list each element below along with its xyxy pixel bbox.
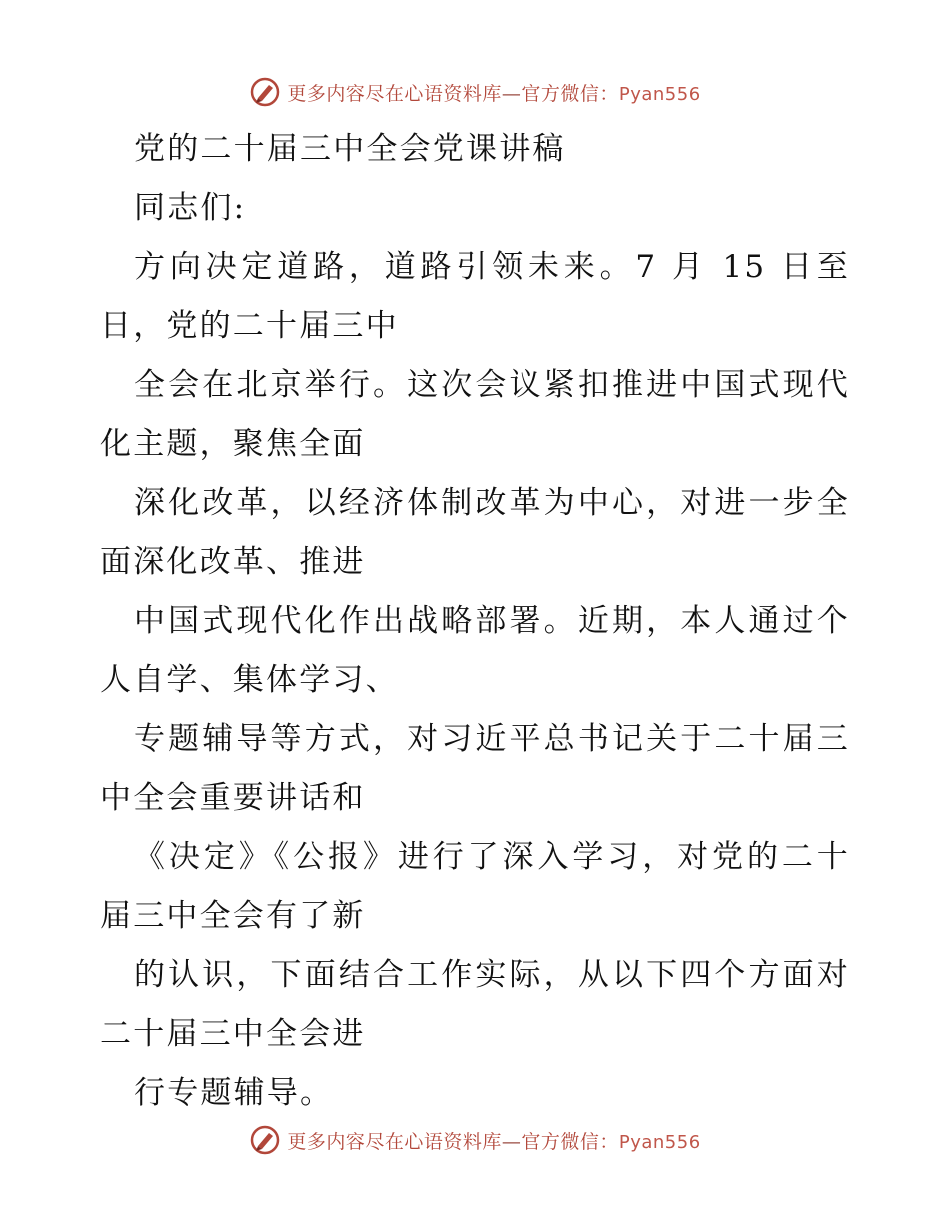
paragraph-line: 深化改革，以经济体制改革为中心，对进一步全 xyxy=(134,485,850,521)
paragraph-line: 人自学、集体学习、 xyxy=(100,662,399,698)
paragraph-line: 中国式现代化作出战略部署。近期，本人通过个 xyxy=(134,603,850,639)
pen-seal-icon xyxy=(249,1124,281,1156)
watermark-banner-bottom xyxy=(0,1120,950,1160)
paragraph-line: 专题辅导等方式，对习近平总书记关于二十届三 xyxy=(134,721,850,757)
paragraph-line: 全会在北京举行。这次会议紧扣推进中国式现代 xyxy=(134,367,850,403)
paragraph-line: 行专题辅导。 xyxy=(134,1075,334,1111)
watermark-banner-top xyxy=(0,72,950,112)
watermark-wechat-id: Pyan556 xyxy=(618,1131,701,1153)
watermark-separator: — xyxy=(501,82,522,105)
document-body xyxy=(100,120,850,1123)
watermark-text xyxy=(287,1127,700,1154)
document-title: 党的二十届三中全会党课讲稿 xyxy=(134,131,566,167)
watermark-separator: — xyxy=(501,1130,522,1153)
paragraph-line: 的认识，下面结合工作实际，从以下四个方面对 xyxy=(134,957,850,993)
watermark-site-name: 更多内容尽在心语资料库 xyxy=(287,82,502,105)
paragraph-line: 届三中全会有了新 xyxy=(100,898,366,934)
salutation: 同志们: xyxy=(134,190,247,226)
paragraph-line: 日，党的二十届三中 xyxy=(100,308,399,344)
watermark-contact-label: 官方微信： xyxy=(521,82,619,105)
paragraph-line: 二十届三中全会进 xyxy=(100,1016,366,1052)
watermark-contact-label: 官方微信： xyxy=(521,1130,619,1153)
paragraph-line: 面深化改革、推进 xyxy=(100,544,366,580)
paragraph-line: 中全会重要讲话和 xyxy=(100,780,366,816)
paragraph-line: 《决定》《公报》进行了深入学习，对党的二十 xyxy=(134,839,850,875)
paragraph-line: 化主题，聚焦全面 xyxy=(100,426,366,462)
watermark-site-name: 更多内容尽在心语资料库 xyxy=(287,1130,502,1153)
paragraph-line: 方向决定道路，道路引领未来。7 月 15 日至 xyxy=(134,249,850,285)
watermark-wechat-id: Pyan556 xyxy=(618,83,701,105)
pen-seal-icon xyxy=(249,76,281,108)
watermark-text xyxy=(287,79,700,106)
